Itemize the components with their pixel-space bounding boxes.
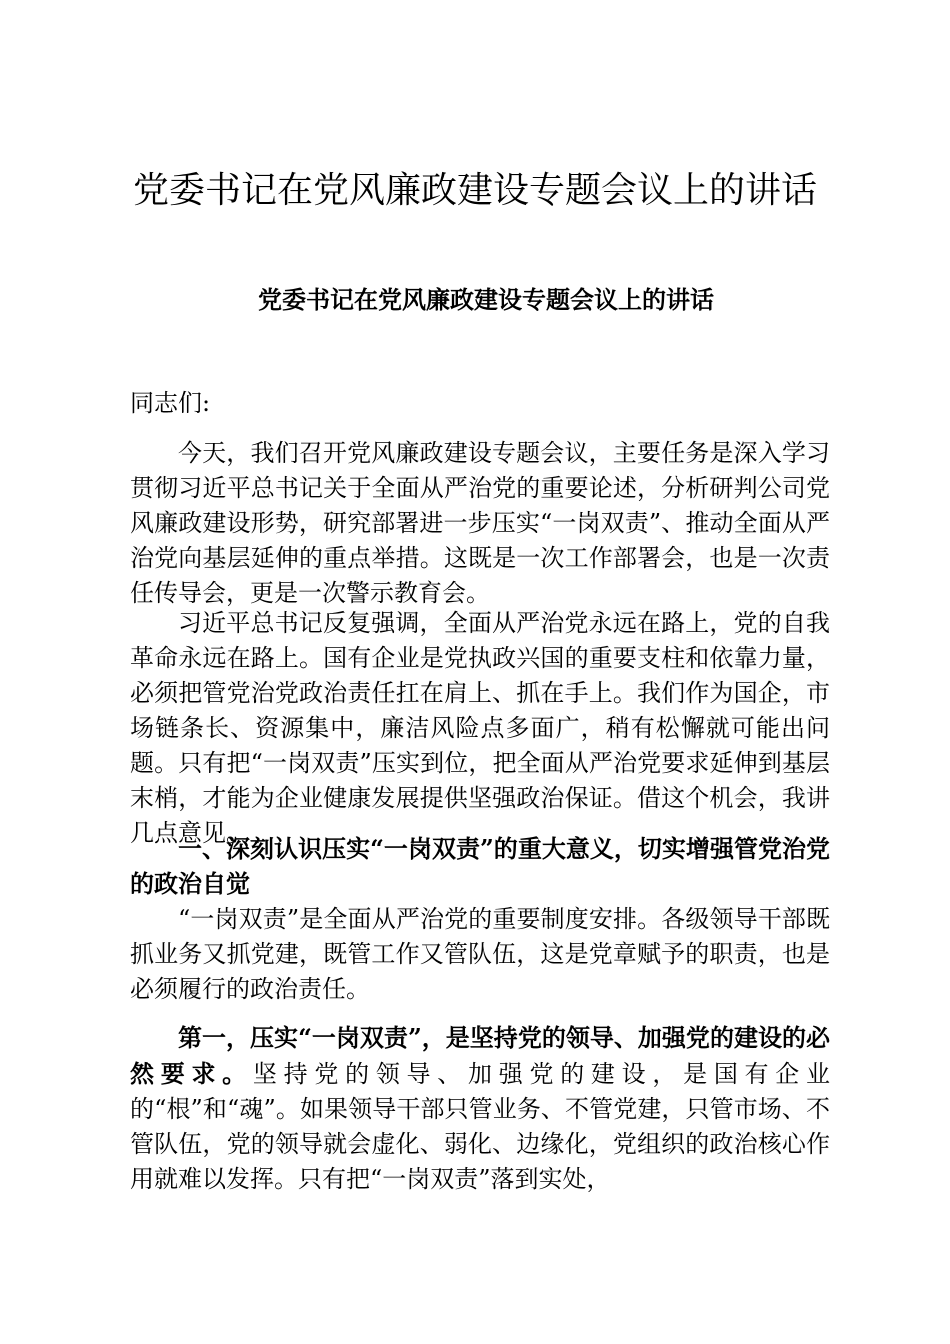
point-one-lead: 第一，压实“一岗双责”，是坚持党的领导、加强党的建设的必然要求。	[130, 1023, 830, 1088]
section-heading: 一、深刻认识压实“一岗双责”的重大意义，切实增强管党治党的政治自觉	[130, 834, 830, 898]
salutation: 同志们:	[130, 389, 211, 417]
point-one-body: 坚持党的领导、加强党的建设，是国有企业的“根”和“魂”。如果领导干部只管业务、不管党建，只管市场、不管队伍，党的领导就会虚化、弱化、边缘化，党组织的政治核心作用就难以发挥。只有把“一岗双责”落到实处，	[130, 1060, 831, 1193]
paragraph-background: 习近平总书记反复强调，全面从严治党永远在路上，党的自我革命永远在路上。国有企业是党执政兴国的重要支柱和依靠力量，必须把管党治党政治责任扛在肩上、抓在手上。我们作为国企，市场链条长、资源集中，廉洁风险点多面广，稍有松懈就可能出问题。只有把“一岗双责”压实到位，把全面从严治党要求延伸到基层末梢，才能为企业健康发展提供坚强政治保证。借这个机会，我讲几点意见。	[130, 609, 830, 847]
paragraph-opening: 今天，我们召开党风廉政建设专题会议，主要任务是深入学习贯彻习近平总书记关于全面从严治党的重要论述，分析研判公司党风廉政建设形势，研究部署进一步压实“一岗双责”、推动全面从严治党向基层延伸的重点举措。这既是一次工作部署会，也是一次责任传导会，更是一次警示教育会。	[130, 439, 830, 607]
section-paragraph: “一岗双责”是全面从严治党的重要制度安排。各级领导干部既抓业务又抓党建，既管工作又管队伍，这是党章赋予的职责，也是必须履行的政治责任。	[130, 905, 830, 1003]
speech-subtitle: 党委书记在党风廉政建设专题会议上的讲话	[258, 285, 714, 314]
document-title: 党委书记在党风廉政建设专题会议上的讲话	[132, 170, 817, 211]
point-one-paragraph	[130, 1020, 830, 1197]
